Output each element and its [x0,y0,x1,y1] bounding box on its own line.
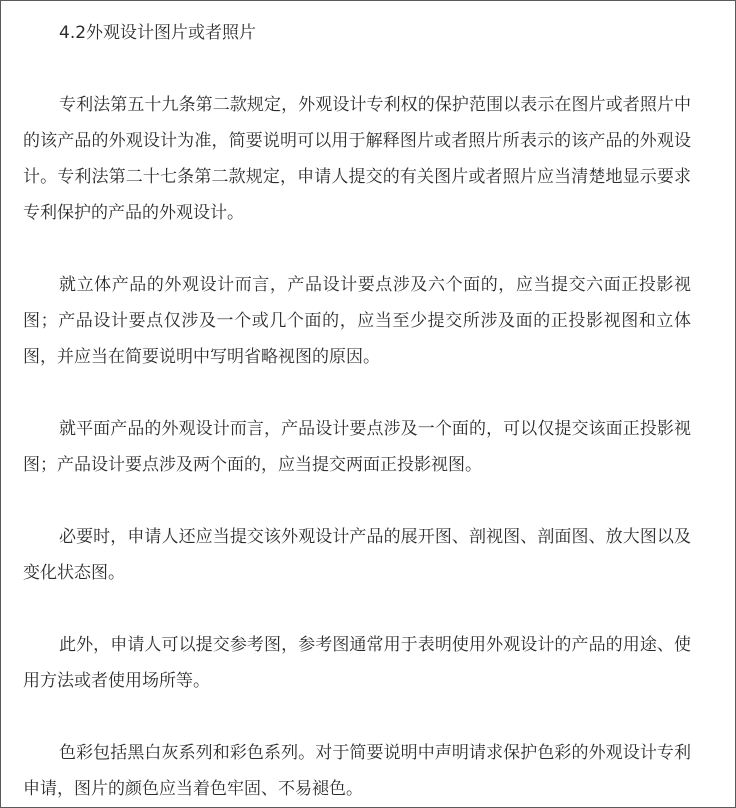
paragraph-flat-products: 就平面产品的外观设计而言，产品设计要点涉及一个面的，可以仅提交该面正投影视图；产品设计要点涉及两个面的，应当提交两面正投影视图。 [23,419,691,475]
paragraph-3d-products: 就立体产品的外观设计而言，产品设计要点涉及六个面的，应当提交六面正投影视图；产品设计要点仅涉及一个或几个面的，应当至少提交所涉及面的正投影视图和立体图，并应当在简要说明中写明省略视图的原因。 [23,275,691,367]
paragraph-reference-drawings: 此外，申请人可以提交参考图，参考图通常用于表明使用外观设计的产品的用途、使用方法或者使用场所等。 [23,635,691,691]
paragraph-scope-of-protection: 专利法第五十九条第二款规定，外观设计专利权的保护范围以表示在图片或者照片中的该产品的外观设计为准，简要说明可以用于解释图片或者照片所表示的该产品的外观设计。专利法第二十七条第二款规定，申请人提交的有关图片或者照片应当清楚地显示要求专利保护的产品的外观设计。 [23,95,691,223]
paragraph-colors: 色彩包括黑白灰系列和彩色系列。对于简要说明中声明请求保护色彩的外观设计专利申请，图片的颜色应当着色牢固、不易褪色。 [23,743,691,799]
spacer [23,51,691,87]
spacer [23,699,691,735]
document-body [23,15,691,807]
spacer [23,591,691,627]
spacer [23,375,691,411]
spacer [23,483,691,519]
paragraph-additional-views: 必要时，申请人还应当提交该外观设计产品的展开图、剖视图、剖面图、放大图以及变化状态图。 [23,527,691,583]
spacer [23,231,691,267]
section-heading: 4.2外观设计图片或者照片 [59,23,257,43]
